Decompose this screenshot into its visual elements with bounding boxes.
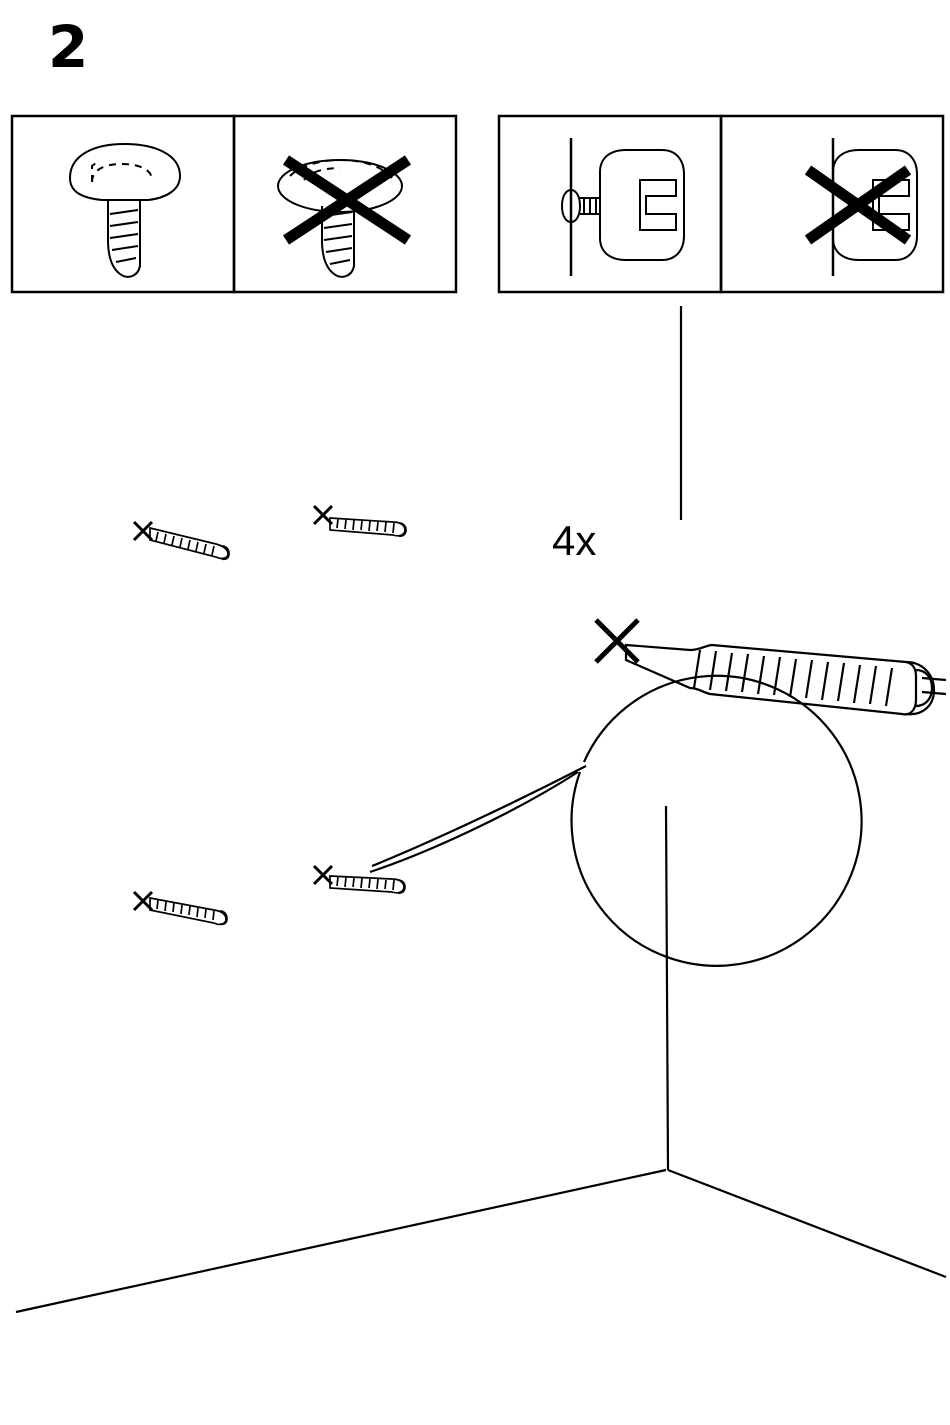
screw-magnified bbox=[626, 645, 946, 714]
room-corner-outline bbox=[16, 306, 946, 1312]
screw-bottom-left bbox=[150, 898, 227, 924]
magnifier-circle bbox=[572, 676, 862, 966]
screw-head-flush-correct bbox=[12, 116, 234, 292]
screw-in-wall-section-icon bbox=[562, 138, 684, 276]
cross-out-mark-right bbox=[808, 170, 908, 240]
cross-out-mark-left bbox=[286, 160, 408, 240]
panel-group-left bbox=[12, 116, 456, 292]
floor-left-line bbox=[16, 1170, 666, 1312]
magnifier-callout bbox=[370, 676, 862, 966]
screw-head-side-view-icon bbox=[70, 144, 180, 277]
screw-bottom-right bbox=[330, 876, 405, 893]
floor-right-line bbox=[668, 1170, 946, 1277]
panel-group-right bbox=[499, 116, 943, 292]
quantity-label: 4x bbox=[552, 517, 597, 564]
corner-vertical-line-lower bbox=[666, 806, 668, 1170]
screw-top-left bbox=[150, 528, 229, 559]
screw-in-wall-correct bbox=[499, 116, 721, 292]
wall-mark-top-right bbox=[314, 506, 332, 524]
wall-mark-magnified bbox=[596, 620, 638, 662]
screw-top-right bbox=[330, 518, 406, 536]
wall-mark-bottom-right bbox=[314, 866, 332, 884]
step-number: 2 bbox=[48, 13, 87, 81]
callout-leader-upper bbox=[372, 766, 586, 866]
